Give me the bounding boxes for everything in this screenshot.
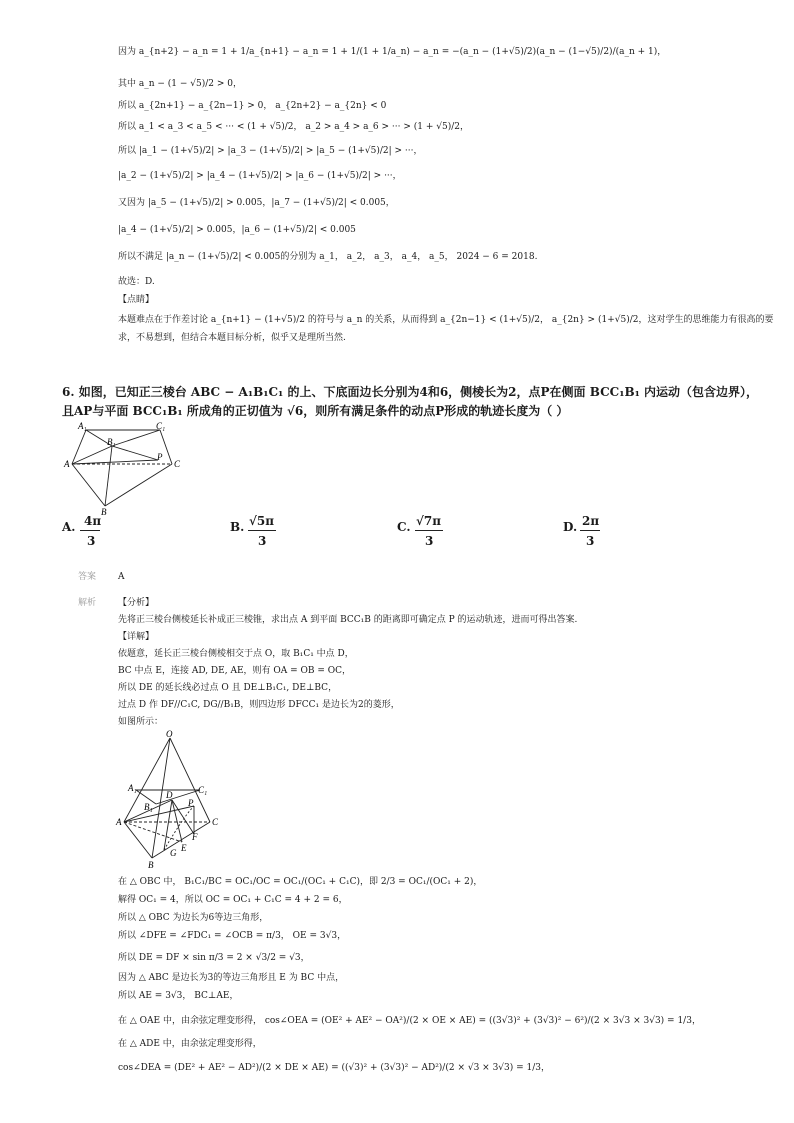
analysis-line: 【分析】 [118,598,155,608]
analysis-line: 解得 OC₁ = 4，所以 OC = OC₁ + C₁C = 4 + 2 = 6， [118,895,348,905]
label-O: O [166,730,173,739]
frustum-figure [60,420,190,515]
analysis-line: BC 中点 E，连接 AD, DE, AE，则有 OA = OB = OC， [118,666,352,676]
option-denominator: 3 [425,534,434,548]
solution-line: 故选：D. [118,277,155,287]
solution-line: 本题难点在于作差讨论 a_{n+1} − (1+√5)/2 的符号与 a_n 的关系，从而得到 a_{2n−1} < (1+√5)/2， a_{2n} > (1+√5)/2，这对学生的思维能力有很高的要 [118,315,774,325]
label-P: P [157,452,163,462]
solution-line: |a_4 − (1+√5)/2| > 0.005，|a_6 − (1+√5)/2| < 0.005 [118,225,356,235]
label-A1: A₁ [128,783,137,793]
label-C: C [212,817,219,827]
label-G: G [170,848,177,858]
option-denominator: 3 [258,534,267,548]
analysis-line: 在 △ ADE 中，由余弦定理变形得， [118,1039,262,1049]
label-F: F [192,832,198,842]
fraction-bar [248,530,276,531]
option-numerator: √5π [249,514,275,528]
solution-line: 其中 a_n − (1 − √5)/2 > 0， [118,79,243,89]
option-letter: A. [62,520,76,534]
label-B1: B₁ [107,437,116,447]
analysis-line: 在 △ OBC 中， B₁C₁/BC = OC₁/OC = OC₁/(OC₁ + C₁C)，即 2/3 = OC₁/(OC₁ + 2)， [118,877,483,887]
analysis-line: 所以 DE = DF × sin π/3 = 2 × √3/2 = √3， [118,953,310,963]
option-numerator: √7π [416,514,442,528]
analysis-line: 如图所示： [118,717,164,727]
label-C1: C₁ [156,421,166,431]
option-denominator: 3 [586,534,595,548]
solution-line: 求，不易想到，但结合本题目标分析，似乎又是理所当然. [118,333,346,343]
solution-line: 所以不满足 |a_n − (1+√5)/2| < 0.005的分别为 a_1， a_2， a_3， a_4， a_5， 2024 − 6 = 2018. [118,252,538,262]
analysis-label: 解析 [78,598,97,608]
option-numerator: 4π [84,514,102,528]
question-stem-line-2: 且AP与平面 BCC₁B₁ 所成角的正切值为 √6，则所有满足条件的动点P形成的轨迹长度为（ ） [62,404,569,418]
analysis-line: cos∠DEA = (DE² + AE² − AD²)/(2 × DE × AE) = ((√3)² + (3√3)² − AD²)/(2 × √3 × 3√3) = 1/3， [118,1063,551,1073]
option-letter: C. [397,520,411,534]
solution-line: 又因为 |a_5 − (1+√5)/2| > 0.005，|a_7 − (1+√5)/2| < 0.005， [118,198,395,208]
label-D: D [166,790,173,800]
analysis-line: 先将正三棱台侧棱延长补成正三棱锥，求出点 A 到平面 BCC₁B 的距离即可确定点 P 的运动轨迹，进而可得出答案. [118,615,578,625]
label-B1: B₁ [144,802,153,812]
solution-line: 【点睛】 [118,295,155,305]
label-C1: C₁ [198,785,208,795]
answer-value: A [118,572,125,582]
solution-line: |a_2 − (1+√5)/2| > |a_4 − (1+√5)/2| > |a_6 − (1+√5)/2| > ···， [118,171,402,181]
option-denominator: 3 [87,534,96,548]
analysis-line: 所以 ∠DFE = ∠FDC₁ = ∠OCB = π/3， OE = 3√3， [118,931,347,941]
analysis-line: 【详解】 [118,632,155,642]
analysis-line: 所以 DE 的延长线必过点 O 且 DE⊥B₁C₁, DE⊥BC， [118,683,338,693]
label-P: P [188,798,194,808]
analysis-line: 在 △ OAE 中，由余弦定理变形得， cos∠OEA = (OE² + AE² − OA²)/(2 × OE × AE) = ((3√3)² + (3√3)² − 6²)/(2 × 3√3 × 3√3) = 1/3， [118,1016,701,1026]
label-C: C [174,459,181,469]
analysis-line: 过点 D 作 DF//C₁C, DG//B₁B，则四边形 DFCC₁ 是边长为2的菱形， [118,700,400,710]
pyramid-figure [112,730,227,870]
label-A: A [116,817,122,827]
analysis-line: 因为 △ ABC 是边长为3的等边三角形且 E 为 BC 中点， [118,973,345,983]
label-B: B [101,507,107,515]
label-A: A [64,459,70,469]
solution-line: 所以 |a_1 − (1+√5)/2| > |a_3 − (1+√5)/2| > |a_5 − (1+√5)/2| > ···， [118,146,423,156]
fraction-bar [580,530,600,531]
analysis-line: 所以 △ OBC 为边长为6等边三角形， [118,913,269,923]
solution-line: 所以 a_1 < a_3 < a_5 < ··· < (1 + √5)/2， a_2 > a_4 > a_6 > ··· > (1 + √5)/2， [118,122,470,132]
label-A1: A₁ [78,421,87,431]
fraction-bar [415,530,443,531]
option-letter: B. [230,520,245,534]
analysis-line: 依题意，延长正三棱台侧棱相交于点 O，取 B₁C₁ 中点 D， [118,649,354,659]
question-stem-line-1: 6. 如图，已知正三棱台 ABC − A₁B₁C₁ 的上、下底面边长分别为4和6，侧棱长为2，点P在侧面 BCC₁B₁ 内运动（包含边界）， [62,385,759,399]
label-B: B [148,860,154,870]
option-numerator: 2π [582,514,600,528]
solution-line: 所以 a_{2n+1} − a_{2n−1} > 0， a_{2n+2} − a_{2n} < 0 [118,101,387,111]
label-E: E [181,843,187,853]
analysis-line: 所以 AE = 3√3， BC⊥AE， [118,991,239,1001]
answer-label: 答案 [78,572,97,582]
option-letter: D. [563,520,578,534]
fraction-bar [80,530,100,531]
solution-line: 因为 a_{n+2} − a_n = 1 + 1/a_{n+1} − a_n = 1 + 1/(1 + 1/a_n) − a_n = −(a_n − (1+√5)/2)(a_n − (1−√5)/2)/(a_n + 1)， [118,47,667,57]
